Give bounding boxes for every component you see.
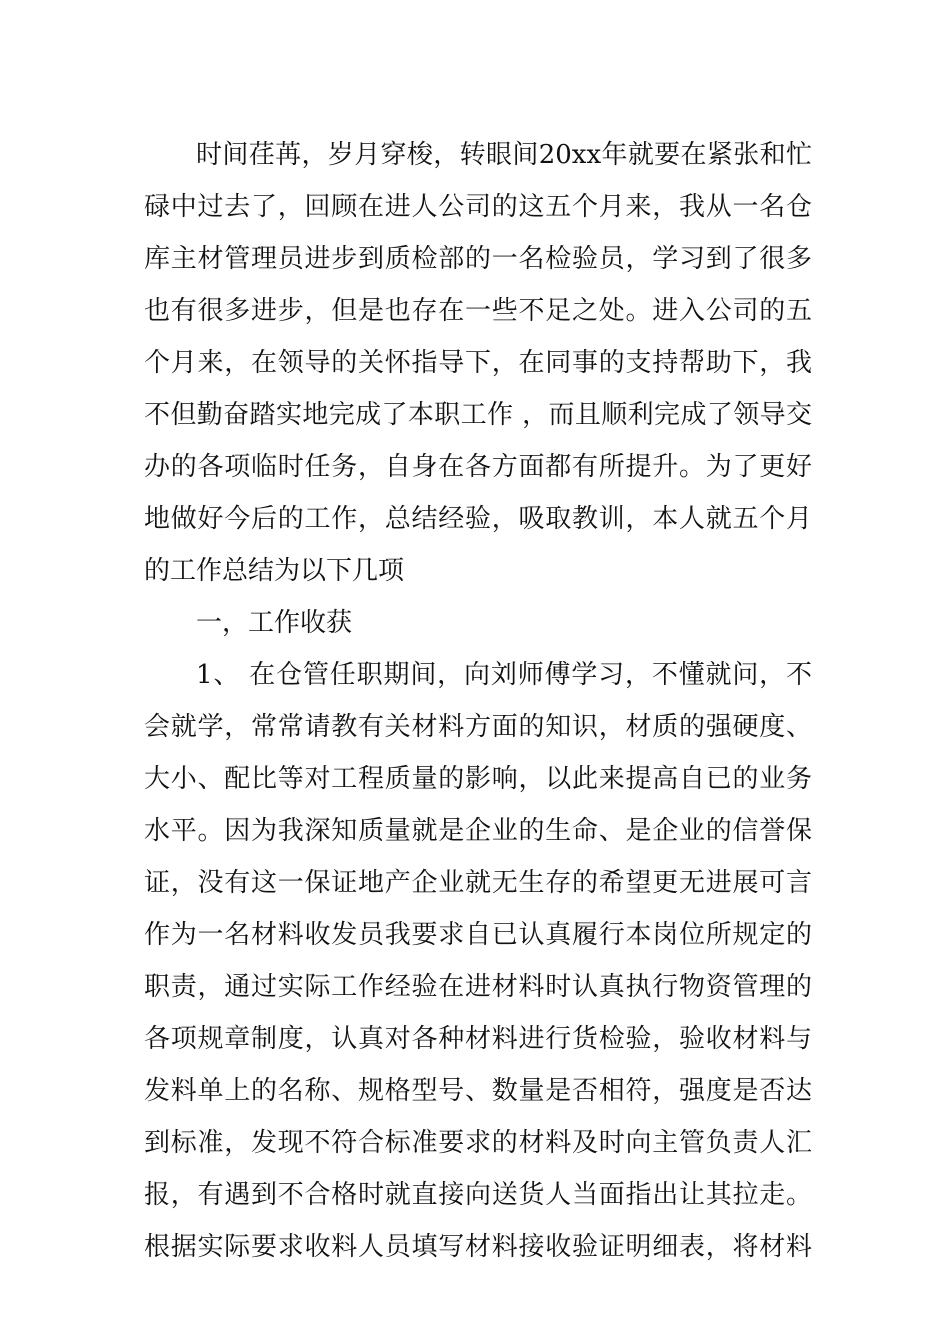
- paragraph-line: 到标准，发现不符合标准要求的材料及时向主管负责人汇: [144, 1128, 812, 1158]
- paragraph-line: 不但勤奋踏实地完成了本职工作 ，而且顺利完成了领导交: [144, 400, 812, 430]
- paragraph-line: 库主材管理员进步到质检部的一名检验员，学习到了很多: [144, 244, 812, 274]
- paragraph-line: 水平。因为我深知质量就是企业的生命、是企业的信誉保: [144, 816, 812, 846]
- paragraph-line: 的工作总结为以下几项: [144, 556, 405, 586]
- paragraph-line: 报，有遇到不合格时就直接向送货人当面指出让其拉走。: [144, 1180, 812, 1210]
- section-heading: 一，工作收获: [196, 608, 353, 638]
- paragraph-line: 个月来，在领导的关怀指导下，在同事的支持帮助下，我: [144, 348, 812, 378]
- paragraph-line: 作为一名材料收发员我要求自已认真履行本岗位所规定的: [144, 920, 812, 950]
- document-body: [144, 129, 812, 1273]
- paragraph-line: 大小、配比等对工程质量的影响，以此来提高自已的业务: [144, 764, 812, 794]
- paragraph-line: 1、 在仓管任职期间，向刘师傅学习，不懂就问，不: [196, 660, 812, 690]
- paragraph-line: 时间荏苒，岁月穿梭，转眼间20xx年就要在紧张和忙: [196, 140, 812, 170]
- paragraph-line: 碌中过去了，回顾在进人公司的这五个月来，我从一名仓: [144, 192, 812, 222]
- paragraph-line: 办的各项临时任务，自身在各方面都有所提升。为了更好: [144, 452, 812, 482]
- paragraph-line: 也有很多进步，但是也存在一些不足之处。进入公司的五: [144, 296, 812, 326]
- paragraph-line: 发料单上的名称、规格型号、数量是否相符，强度是否达: [144, 1076, 812, 1106]
- paragraph-line: 地做好今后的工作，总结经验，吸取教训，本人就五个月: [144, 504, 812, 534]
- paragraph-line: 职责，通过实际工作经验在进材料时认真执行物资管理的: [144, 972, 812, 1002]
- paragraph-line: 根据实际要求收料人员填写材料接收验证明细表，将材料: [144, 1232, 812, 1262]
- paragraph-line: 证，没有这一保证地产企业就无生存的希望更无进展可言: [144, 868, 812, 898]
- paragraph-line: 各项规章制度，认真对各种材料进行货检验，验收材料与: [144, 1024, 812, 1054]
- paragraph-line: 会就学，常常请教有关材料方面的知识，材质的强硬度、: [144, 712, 812, 742]
